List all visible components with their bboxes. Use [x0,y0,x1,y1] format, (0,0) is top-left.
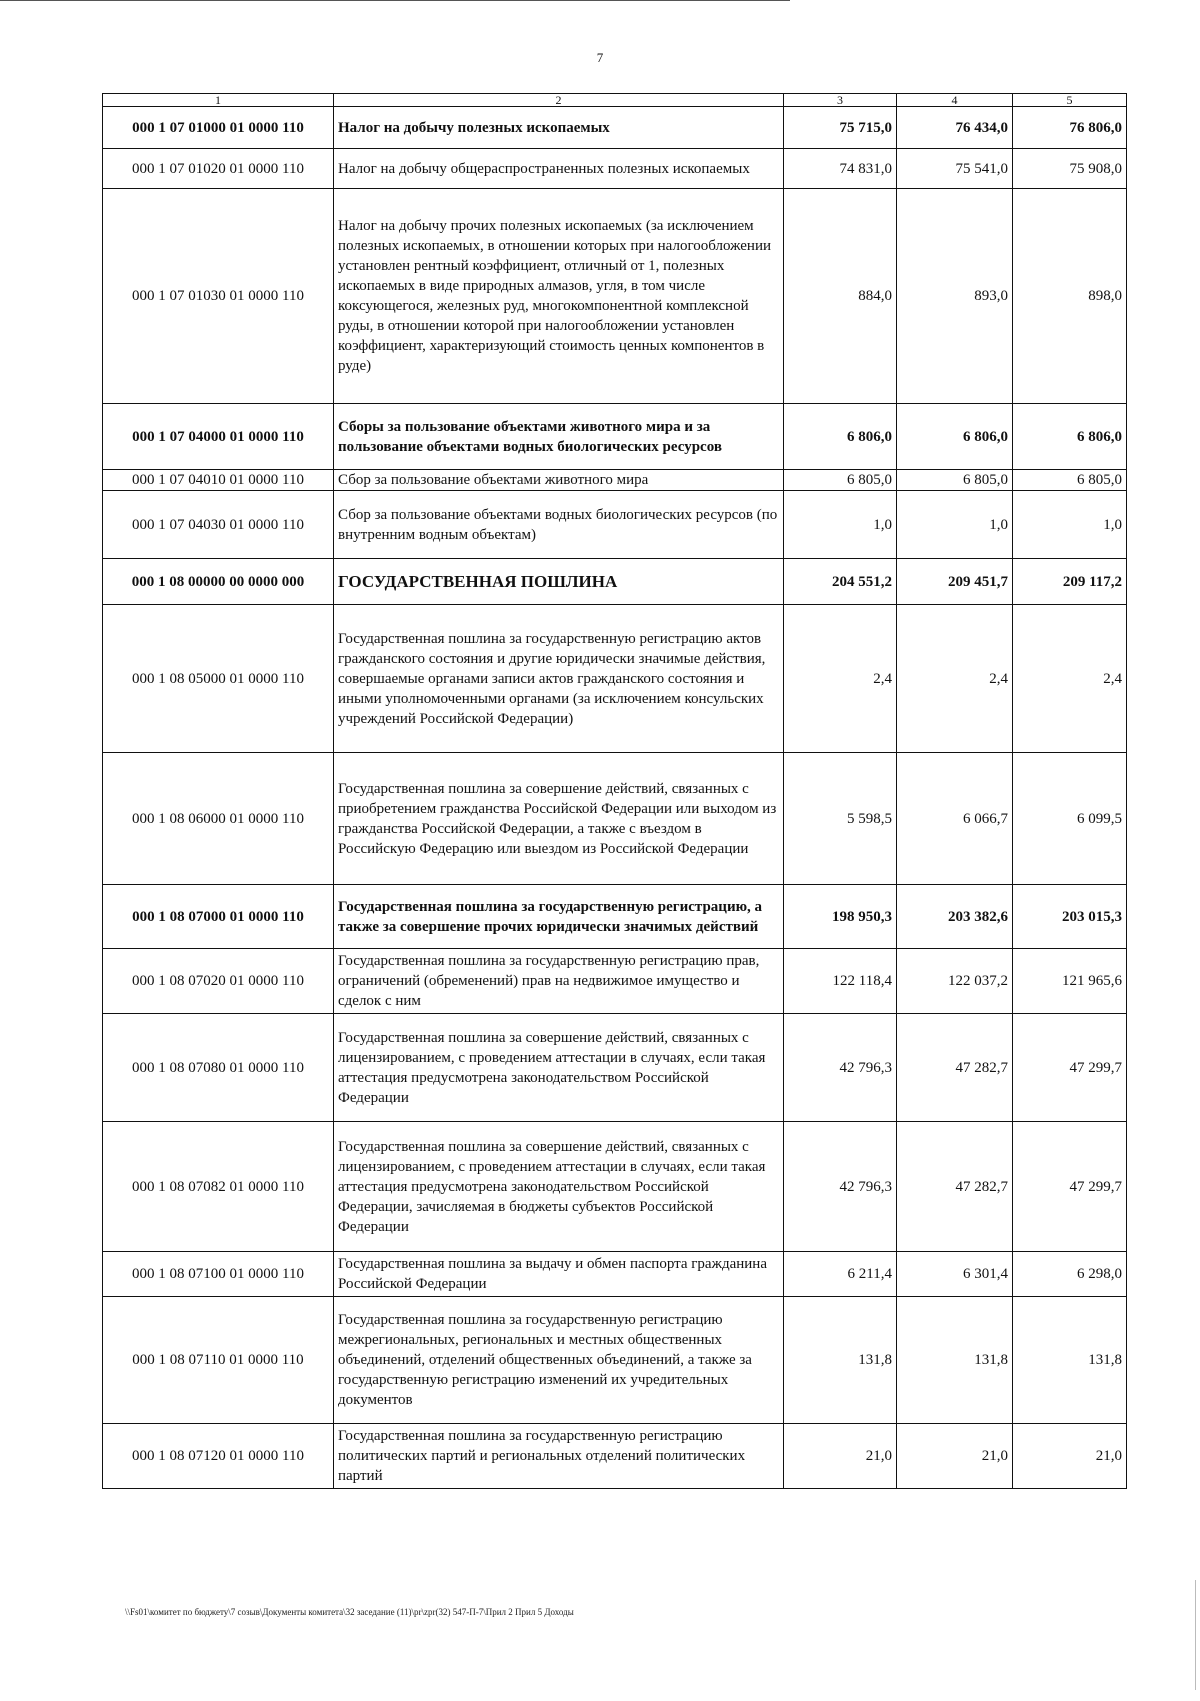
budget-code-cell: 000 1 08 07100 01 0000 110 [103,1252,334,1297]
budget-code-cell: 000 1 08 05000 01 0000 110 [103,605,334,753]
value-year3-cell: 203 015,3 [1013,885,1127,949]
table-row [103,1122,1127,1252]
revenue-name-cell: Государственная пошлина за совершение действий, связанных с лицензированием, с проведением аттестации в случаях, если такая аттестация предусмотрена законодательством Российской Федерации, зачисляемая в бюджеты субъектов Российской Федерации [334,1122,784,1252]
table-row [103,559,1127,605]
revenue-name-cell: Сборы за пользование объектами животного мира и за пользование объектами водных биологических ресурсов [334,404,784,470]
column-number: 1 [103,94,334,107]
value-year2-cell: 1,0 [897,491,1013,559]
value-year2-cell: 131,8 [897,1297,1013,1424]
value-year2-cell: 75 541,0 [897,149,1013,189]
table-row [103,189,1127,404]
table-row [103,1014,1127,1122]
value-year1-cell: 74 831,0 [784,149,897,189]
value-year1-cell: 21,0 [784,1424,897,1489]
scan-edge-line [0,0,790,1]
revenue-table-body [103,94,1127,1489]
value-year3-cell: 6 099,5 [1013,753,1127,885]
table-row [103,949,1127,1014]
value-year2-cell: 6 805,0 [897,470,1013,491]
column-number: 2 [334,94,784,107]
budget-code-cell: 000 1 08 06000 01 0000 110 [103,753,334,885]
column-number-row [103,94,1127,107]
value-year3-cell: 47 299,7 [1013,1014,1127,1122]
revenue-name-cell: Налог на добычу полезных ископаемых [334,107,784,149]
column-number: 4 [897,94,1013,107]
value-year3-cell: 6 805,0 [1013,470,1127,491]
value-year1-cell: 2,4 [784,605,897,753]
budget-code-cell: 000 1 07 04010 01 0000 110 [103,470,334,491]
value-year3-cell: 21,0 [1013,1424,1127,1489]
value-year1-cell: 75 715,0 [784,107,897,149]
value-year2-cell: 122 037,2 [897,949,1013,1014]
revenue-name-cell: Сбор за пользование объектами водных биологических ресурсов (по внутренним водным объектам) [334,491,784,559]
value-year1-cell: 884,0 [784,189,897,404]
table-row [103,1424,1127,1489]
value-year2-cell: 6 301,4 [897,1252,1013,1297]
value-year2-cell: 2,4 [897,605,1013,753]
table-row [103,491,1127,559]
value-year3-cell: 47 299,7 [1013,1122,1127,1252]
value-year2-cell: 76 434,0 [897,107,1013,149]
table-row [103,1297,1127,1424]
budget-code-cell: 000 1 07 04030 01 0000 110 [103,491,334,559]
column-number: 5 [1013,94,1127,107]
value-year1-cell: 1,0 [784,491,897,559]
table-row [103,404,1127,470]
value-year3-cell: 6 806,0 [1013,404,1127,470]
budget-code-cell: 000 1 07 01020 01 0000 110 [103,149,334,189]
value-year1-cell: 6 806,0 [784,404,897,470]
budget-code-cell: 000 1 08 07082 01 0000 110 [103,1122,334,1252]
page-number: 7 [596,50,604,65]
value-year2-cell: 21,0 [897,1424,1013,1489]
value-year1-cell: 6 211,4 [784,1252,897,1297]
revenue-name-cell: Государственная пошлина за совершение действий, связанных с приобретением гражданства Российской Федерации или выходом из гражданства Российской Федерации, а также с въездом в Российскую Федерацию или выездом из Российской Федерации [334,753,784,885]
table-row [103,470,1127,491]
value-year1-cell: 122 118,4 [784,949,897,1014]
value-year3-cell: 209 117,2 [1013,559,1127,605]
value-year1-cell: 42 796,3 [784,1122,897,1252]
budget-code-cell: 000 1 08 07020 01 0000 110 [103,949,334,1014]
value-year1-cell: 204 551,2 [784,559,897,605]
table-row [103,1252,1127,1297]
value-year1-cell: 6 805,0 [784,470,897,491]
table-row [103,885,1127,949]
revenue-table [102,93,1127,1489]
revenue-name-cell: Государственная пошлина за государственную регистрацию, а также за совершение прочих юридически значимых действий [334,885,784,949]
table-row [103,149,1127,189]
budget-code-cell: 000 1 08 07110 01 0000 110 [103,1297,334,1424]
value-year3-cell: 1,0 [1013,491,1127,559]
value-year3-cell: 898,0 [1013,189,1127,404]
revenue-name-cell: Государственная пошлина за совершение действий, связанных с лицензированием, с проведением аттестации в случаях, если такая аттестация предусмотрена законодательством Российской Федерации [334,1014,784,1122]
value-year3-cell: 6 298,0 [1013,1252,1127,1297]
value-year2-cell: 893,0 [897,189,1013,404]
value-year2-cell: 203 382,6 [897,885,1013,949]
column-number: 3 [784,94,897,107]
table-row [103,107,1127,149]
value-year3-cell: 2,4 [1013,605,1127,753]
value-year2-cell: 47 282,7 [897,1014,1013,1122]
value-year1-cell: 5 598,5 [784,753,897,885]
scan-edge-line [1195,1580,1196,1690]
budget-code-cell: 000 1 08 07080 01 0000 110 [103,1014,334,1122]
value-year3-cell: 75 908,0 [1013,149,1127,189]
revenue-name-cell: Налог на добычу общераспространенных полезных ископаемых [334,149,784,189]
value-year3-cell: 131,8 [1013,1297,1127,1424]
value-year1-cell: 198 950,3 [784,885,897,949]
value-year1-cell: 42 796,3 [784,1014,897,1122]
revenue-name-cell: Государственная пошлина за государственную регистрацию политических партий и региональных отделений политических партий [334,1424,784,1489]
budget-code-cell: 000 1 08 00000 00 0000 000 [103,559,334,605]
revenue-name-cell: ГОСУДАРСТВЕННАЯ ПОШЛИНА [334,559,784,605]
value-year3-cell: 121 965,6 [1013,949,1127,1014]
budget-code-cell: 000 1 07 04000 01 0000 110 [103,404,334,470]
table-row [103,753,1127,885]
value-year3-cell: 76 806,0 [1013,107,1127,149]
budget-code-cell: 000 1 07 01030 01 0000 110 [103,189,334,404]
revenue-name-cell: Государственная пошлина за государственную регистрацию актов гражданского состояния и другие юридически значимые действия, совершаемые органами записи актов гражданского состояния и иными уполномоченными органами (за исключением консульских учреждений Российской Федерации) [334,605,784,753]
budget-code-cell: 000 1 08 07120 01 0000 110 [103,1424,334,1489]
revenue-name-cell: Налог на добычу прочих полезных ископаемых (за исключением полезных ископаемых, в отношении которых при налогообложении установлен рентный коэффициент, отличный от 1, полезных ископаемых в виде природных алмазов, угля, в том числе коксующегося, железных руд, многокомпонентной комплексной руды, в отношении которой при налогообложении установлен коэффициент, характеризующий стоимость ценных компонентов в руде) [334,189,784,404]
revenue-name-cell: Сбор за пользование объектами животного мира [334,470,784,491]
revenue-name-cell: Государственная пошлина за государственную регистрацию межрегиональных, региональных и местных общественных объединений, отделений общественных объединений, а также за государственную регистрацию изменений их учредительных документов [334,1297,784,1424]
value-year1-cell: 131,8 [784,1297,897,1424]
value-year2-cell: 6 806,0 [897,404,1013,470]
revenue-name-cell: Государственная пошлина за государственную регистрацию прав, ограничений (обременений) прав на недвижимое имущество и сделок с ним [334,949,784,1014]
table-row [103,605,1127,753]
value-year2-cell: 209 451,7 [897,559,1013,605]
budget-code-cell: 000 1 07 01000 01 0000 110 [103,107,334,149]
revenue-name-cell: Государственная пошлина за выдачу и обмен паспорта гражданина Российской Федерации [334,1252,784,1297]
value-year2-cell: 47 282,7 [897,1122,1013,1252]
file-path-footer: \\Fs01\комитет по бюджету\7 созыв\Документы комитета\32 заседание (11)\pr\zpr(32) 547-П-7\Прил 2 Прил 5 Доходы [125,1607,574,1617]
budget-code-cell: 000 1 08 07000 01 0000 110 [103,885,334,949]
value-year2-cell: 6 066,7 [897,753,1013,885]
